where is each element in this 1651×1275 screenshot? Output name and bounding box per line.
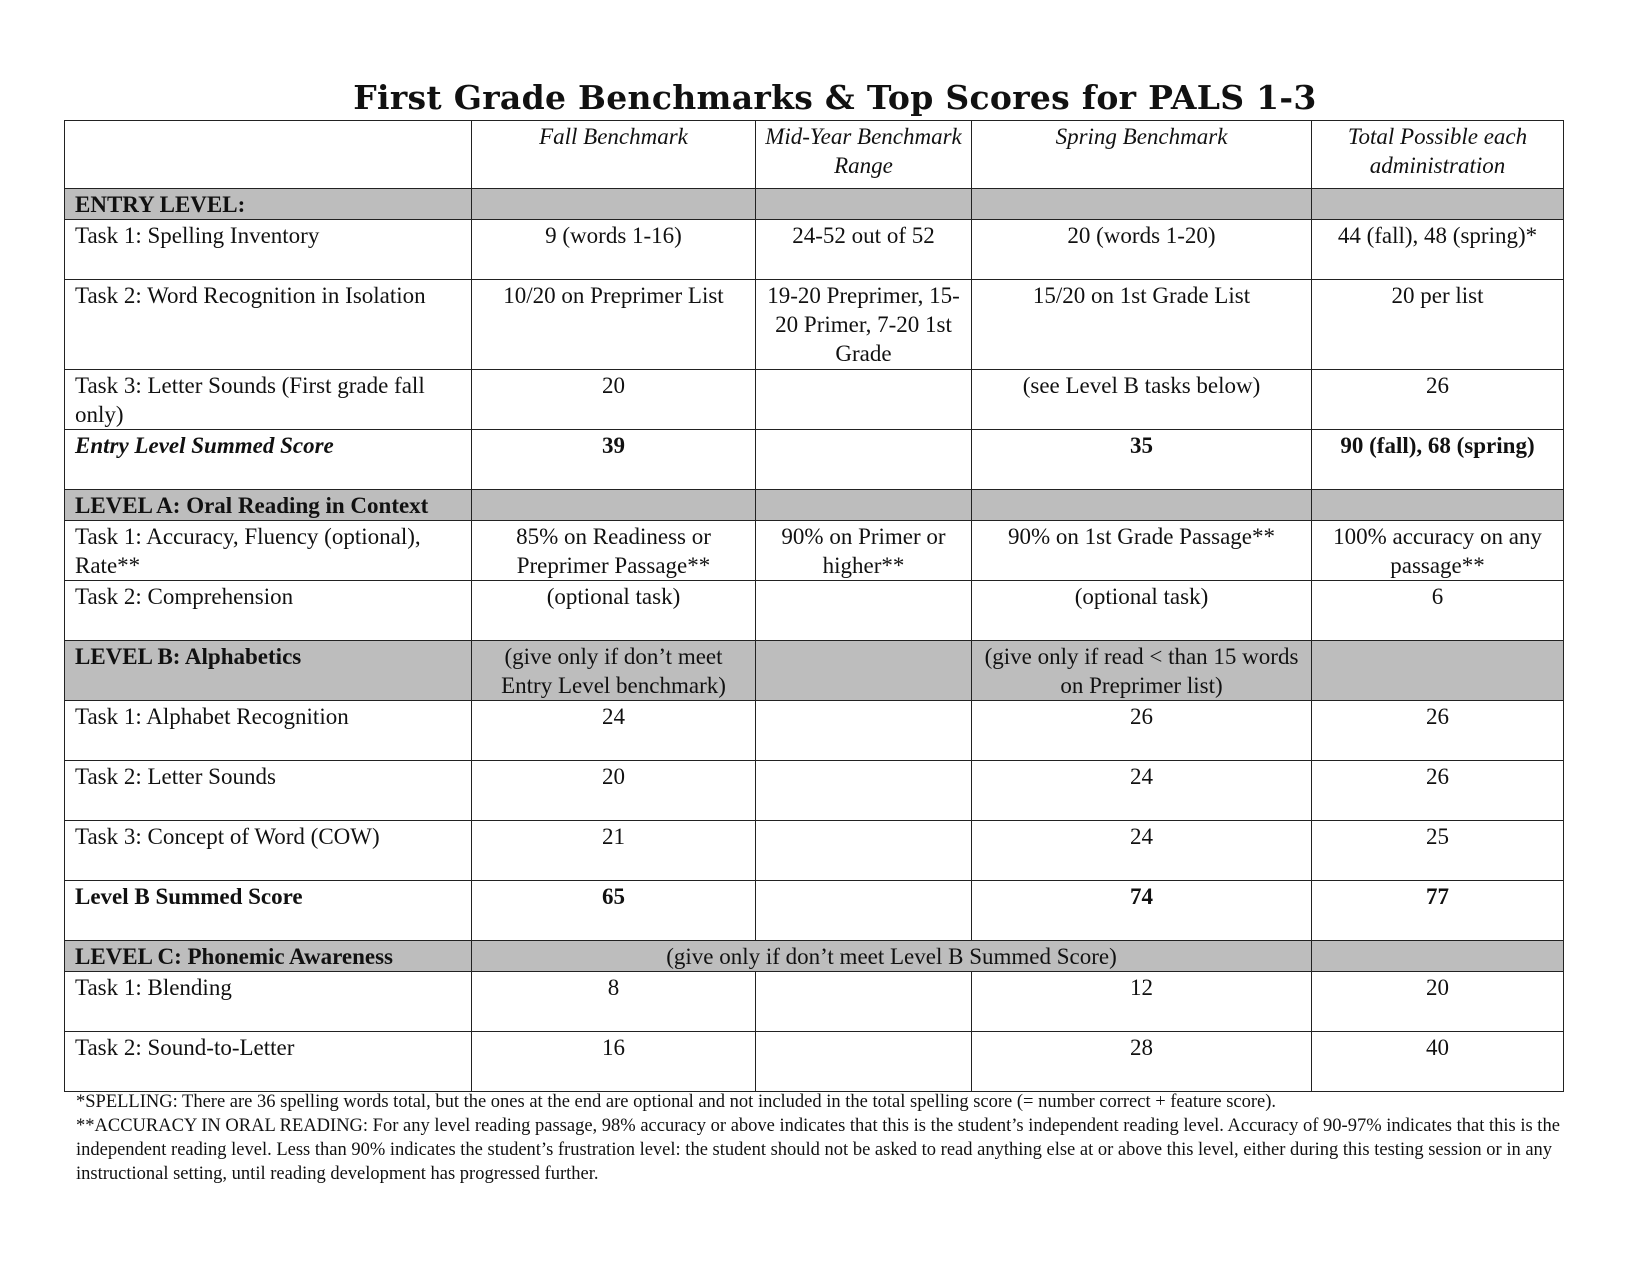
fall-value: 16 bbox=[472, 1032, 756, 1092]
spring-value: 12 bbox=[972, 972, 1312, 1032]
section-heading: LEVEL C: Phonemic Awareness bbox=[65, 941, 472, 972]
header-midyear: Mid-Year Benchmark Range bbox=[756, 121, 972, 189]
task-label: Task 3: Letter Sounds (First grade fall only) bbox=[65, 370, 472, 430]
total-value: 26 bbox=[1312, 370, 1564, 430]
fall-value: 10/20 on Preprimer List bbox=[472, 280, 756, 370]
spring-value: (see Level B tasks below) bbox=[972, 370, 1312, 430]
section-cell bbox=[972, 490, 1312, 521]
midyear-value bbox=[756, 701, 972, 761]
task-label: Task 2: Comprehension bbox=[65, 581, 472, 641]
spring-value: 24 bbox=[972, 761, 1312, 821]
table-row bbox=[65, 220, 1564, 280]
section-cell bbox=[1312, 189, 1564, 220]
spring-value: 26 bbox=[972, 701, 1312, 761]
header-row bbox=[65, 121, 1564, 189]
task-label: Task 2: Word Recognition in Isolation bbox=[65, 280, 472, 370]
task-label: Task 1: Blending bbox=[65, 972, 472, 1032]
spelling-footnote: *SPELLING: There are 36 spelling words total, but the ones at the end are optional and not included in the total spelling score (= number correct + feature score). bbox=[76, 1092, 1277, 1112]
task-label: Task 2: Sound-to-Letter bbox=[65, 1032, 472, 1092]
section-heading: ENTRY LEVEL: bbox=[65, 189, 472, 220]
fall-value: 20 bbox=[472, 370, 756, 430]
total-value: 20 bbox=[1312, 972, 1564, 1032]
summed-score-row bbox=[65, 430, 1564, 490]
benchmark-table bbox=[64, 120, 1564, 1092]
spring-value: 28 bbox=[972, 1032, 1312, 1092]
spring-value: 35 bbox=[972, 430, 1312, 490]
section-cell bbox=[1312, 941, 1564, 972]
section-cell bbox=[1312, 490, 1564, 521]
total-value: 6 bbox=[1312, 581, 1564, 641]
fall-value: 9 (words 1-16) bbox=[472, 220, 756, 280]
fall-value: 85% on Readiness or Preprimer Passage** bbox=[472, 521, 756, 581]
midyear-value bbox=[756, 430, 972, 490]
total-value: 26 bbox=[1312, 761, 1564, 821]
section-cell bbox=[756, 641, 972, 701]
section-row-level-b bbox=[65, 641, 1564, 701]
section-cell bbox=[756, 490, 972, 521]
task-label: Task 1: Alphabet Recognition bbox=[65, 701, 472, 761]
summed-score-label: Level B Summed Score bbox=[65, 881, 472, 941]
midyear-value bbox=[756, 581, 972, 641]
total-value: 100% accuracy on any passage** bbox=[1312, 521, 1564, 581]
table-row bbox=[65, 761, 1564, 821]
midyear-value bbox=[756, 1032, 972, 1092]
summed-score-row bbox=[65, 881, 1564, 941]
fall-value: 39 bbox=[472, 430, 756, 490]
table-row bbox=[65, 1032, 1564, 1092]
section-cell bbox=[972, 189, 1312, 220]
table-row bbox=[65, 972, 1564, 1032]
table-row bbox=[65, 821, 1564, 881]
midyear-value bbox=[756, 821, 972, 881]
level-b-spring-note: (give only if read < than 15 words on Preprimer list) bbox=[972, 641, 1312, 701]
section-cell bbox=[472, 189, 756, 220]
header-total: Total Possible each administration bbox=[1312, 121, 1564, 189]
table-row bbox=[65, 701, 1564, 761]
section-heading: LEVEL B: Alphabetics bbox=[65, 641, 472, 701]
header-fall: Fall Benchmark bbox=[472, 121, 756, 189]
spring-value: 24 bbox=[972, 821, 1312, 881]
midyear-value bbox=[756, 881, 972, 941]
midyear-value bbox=[756, 972, 972, 1032]
total-value: 20 per list bbox=[1312, 280, 1564, 370]
fall-value: 20 bbox=[472, 761, 756, 821]
midyear-value bbox=[756, 761, 972, 821]
total-value: 44 (fall), 48 (spring)* bbox=[1312, 220, 1564, 280]
fall-value: 21 bbox=[472, 821, 756, 881]
total-value: 25 bbox=[1312, 821, 1564, 881]
section-cell bbox=[472, 490, 756, 521]
section-row-level-c bbox=[65, 941, 1564, 972]
fall-value: 8 bbox=[472, 972, 756, 1032]
section-row-entry-level bbox=[65, 189, 1564, 220]
fall-value: (optional task) bbox=[472, 581, 756, 641]
spring-value: 74 bbox=[972, 881, 1312, 941]
fall-value: 24 bbox=[472, 701, 756, 761]
header-spring: Spring Benchmark bbox=[972, 121, 1312, 189]
total-value: 90 (fall), 68 (spring) bbox=[1312, 430, 1564, 490]
level-c-note: (give only if don’t meet Level B Summed Score) bbox=[472, 941, 1312, 972]
task-label: Task 1: Spelling Inventory bbox=[65, 220, 472, 280]
table-row bbox=[65, 581, 1564, 641]
task-label: Task 1: Accuracy, Fluency (optional), Rate** bbox=[65, 521, 472, 581]
spring-value: 20 (words 1-20) bbox=[972, 220, 1312, 280]
table-row bbox=[65, 521, 1564, 581]
footnotes bbox=[76, 1090, 1566, 1186]
spring-value: 90% on 1st Grade Passage** bbox=[972, 521, 1312, 581]
total-value: 40 bbox=[1312, 1032, 1564, 1092]
task-label: Task 2: Letter Sounds bbox=[65, 761, 472, 821]
spring-value: 15/20 on 1st Grade List bbox=[972, 280, 1312, 370]
total-value: 77 bbox=[1312, 881, 1564, 941]
page-title: First Grade Benchmarks & Top Scores for PALS 1-3 bbox=[353, 78, 1317, 117]
midyear-value: 19-20 Preprimer, 15-20 Primer, 7-20 1st Grade bbox=[756, 280, 972, 370]
level-b-fall-note: (give only if don’t meet Entry Level benchmark) bbox=[472, 641, 756, 701]
fall-value: 65 bbox=[472, 881, 756, 941]
section-cell bbox=[1312, 641, 1564, 701]
midyear-value bbox=[756, 370, 972, 430]
section-cell bbox=[756, 189, 972, 220]
task-label: Task 3: Concept of Word (COW) bbox=[65, 821, 472, 881]
midyear-value: 90% on Primer or higher** bbox=[756, 521, 972, 581]
accuracy-footnote: **ACCURACY IN ORAL READING: For any level reading passage, 98% accuracy or above indicates that this is the student’s independent reading level. Accuracy of 90-97% indicates that this is the independent reading level. Less than 90% indicates the student’s frustration level: the student should not be asked to read anything else at or above this level, either during this testing session or in any instructional setting, until reading development has progressed further. bbox=[76, 1116, 1560, 1184]
section-heading: LEVEL A: Oral Reading in Context bbox=[65, 490, 472, 521]
midyear-value: 24-52 out of 52 bbox=[756, 220, 972, 280]
spring-value: (optional task) bbox=[972, 581, 1312, 641]
table-row bbox=[65, 280, 1564, 370]
header-cell-blank bbox=[65, 121, 472, 189]
section-row-level-a bbox=[65, 490, 1564, 521]
summed-score-label: Entry Level Summed Score bbox=[65, 430, 472, 490]
total-value: 26 bbox=[1312, 701, 1564, 761]
table-row bbox=[65, 370, 1564, 430]
